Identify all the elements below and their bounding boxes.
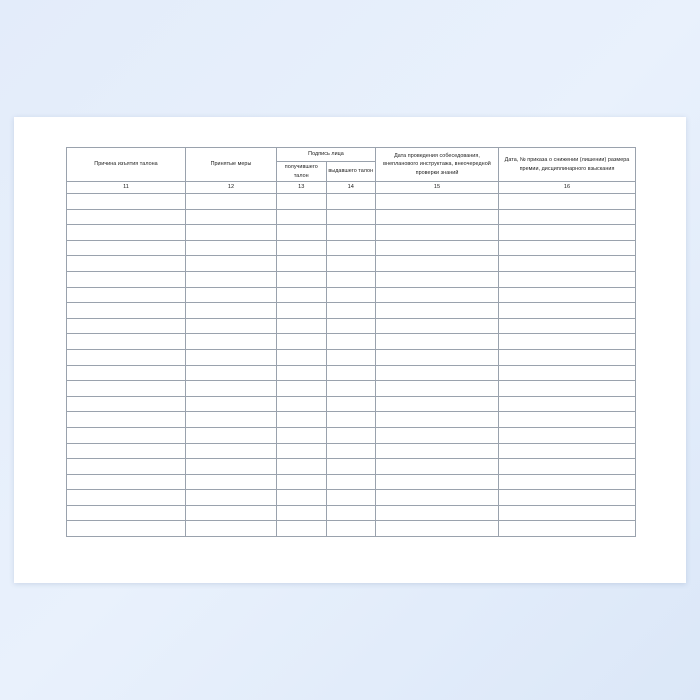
table-row[interactable] (67, 318, 636, 334)
table-cell[interactable] (67, 240, 186, 256)
table-cell[interactable] (499, 381, 636, 397)
table-cell[interactable] (376, 490, 499, 506)
table-cell[interactable] (499, 521, 636, 537)
table-cell[interactable] (186, 396, 277, 412)
table-header-row-groups (67, 148, 636, 162)
table-cell[interactable] (376, 225, 499, 241)
table-cell[interactable] (376, 443, 499, 459)
table-cell[interactable] (326, 225, 376, 241)
table-cell[interactable] (277, 396, 327, 412)
table-cell[interactable] (186, 505, 277, 521)
table-cell[interactable] (186, 240, 277, 256)
table-cell[interactable] (326, 271, 376, 287)
table-cell[interactable] (277, 521, 327, 537)
table-row[interactable] (67, 490, 636, 506)
table-cell[interactable] (67, 381, 186, 397)
table-row[interactable] (67, 443, 636, 459)
table-cell[interactable] (277, 490, 327, 506)
table-cell[interactable] (186, 287, 277, 303)
table-cell[interactable] (277, 505, 327, 521)
table-cell[interactable] (326, 209, 376, 225)
table-cell[interactable] (67, 396, 186, 412)
table-cell[interactable] (499, 474, 636, 490)
table-cell[interactable] (67, 443, 186, 459)
table-cell[interactable] (67, 209, 186, 225)
table-cell[interactable] (186, 256, 277, 272)
header-order-penalty: Дата, № приказа о снижении (лишении) размера премии, дисциплинарного взыскания (499, 148, 636, 182)
table-cell[interactable] (186, 521, 277, 537)
table-cell[interactable] (326, 365, 376, 381)
table-cell[interactable] (499, 271, 636, 287)
table-row[interactable] (67, 194, 636, 210)
table-cell[interactable] (186, 318, 277, 334)
table-area (66, 147, 636, 529)
table-cell[interactable] (326, 396, 376, 412)
table-cell[interactable] (67, 459, 186, 475)
table-cell[interactable] (277, 412, 327, 428)
table-cell[interactable] (277, 194, 327, 210)
table-cell[interactable] (326, 381, 376, 397)
table-cell[interactable] (326, 474, 376, 490)
column-number-15: 15 (376, 182, 499, 194)
column-number-13: 13 (277, 182, 327, 194)
table-column-numbers-row (67, 182, 636, 194)
table-row[interactable] (67, 474, 636, 490)
table-cell[interactable] (67, 365, 186, 381)
table-cell[interactable] (499, 396, 636, 412)
table-cell[interactable] (67, 521, 186, 537)
table-cell[interactable] (376, 209, 499, 225)
table-cell[interactable] (186, 412, 277, 428)
table-cell[interactable] (186, 427, 277, 443)
table-cell[interactable] (376, 365, 499, 381)
table-cell[interactable] (277, 225, 327, 241)
table-cell[interactable] (277, 459, 327, 475)
header-measures: Принятые меры (186, 148, 277, 182)
table-cell[interactable] (499, 443, 636, 459)
table-row[interactable] (67, 209, 636, 225)
table-cell[interactable] (499, 459, 636, 475)
table-cell[interactable] (376, 287, 499, 303)
table-row[interactable] (67, 225, 636, 241)
table-cell[interactable] (499, 256, 636, 272)
column-number-11: 11 (67, 182, 186, 194)
table-body (67, 194, 636, 537)
table-row[interactable] (67, 334, 636, 350)
table-cell[interactable] (499, 209, 636, 225)
table-cell[interactable] (186, 194, 277, 210)
table-cell[interactable] (499, 490, 636, 506)
table-cell[interactable] (326, 303, 376, 319)
table-cell[interactable] (277, 427, 327, 443)
table-cell[interactable] (67, 194, 186, 210)
table-cell[interactable] (277, 365, 327, 381)
table-cell[interactable] (376, 412, 499, 428)
table-cell[interactable] (277, 287, 327, 303)
table-row[interactable] (67, 521, 636, 537)
table-cell[interactable] (326, 349, 376, 365)
document-sheet (14, 117, 686, 583)
table-cell[interactable] (326, 443, 376, 459)
table-cell[interactable] (186, 365, 277, 381)
table-cell[interactable] (376, 194, 499, 210)
table-cell[interactable] (376, 396, 499, 412)
table-cell[interactable] (499, 303, 636, 319)
header-reason: Причина изъятия талона (67, 148, 186, 182)
table-cell[interactable] (277, 240, 327, 256)
table-cell[interactable] (376, 334, 499, 350)
table-cell[interactable] (326, 256, 376, 272)
header-signature-issuer: выдавшего талон (326, 162, 376, 182)
table-cell[interactable] (376, 521, 499, 537)
header-signature-group: Подпись лица (277, 148, 376, 162)
table-cell[interactable] (277, 443, 327, 459)
table-cell[interactable] (499, 427, 636, 443)
header-signature-receiver: получившего талон (277, 162, 327, 182)
table-cell[interactable] (499, 318, 636, 334)
table-cell[interactable] (67, 349, 186, 365)
table-cell[interactable] (67, 256, 186, 272)
table-cell[interactable] (67, 303, 186, 319)
table-row[interactable] (67, 505, 636, 521)
table-row[interactable] (67, 287, 636, 303)
table-header (67, 148, 636, 194)
table-cell[interactable] (499, 225, 636, 241)
table-cell[interactable] (499, 349, 636, 365)
column-number-14: 14 (326, 182, 376, 194)
table-cell[interactable] (67, 271, 186, 287)
column-number-12: 12 (186, 182, 277, 194)
table-cell[interactable] (186, 334, 277, 350)
table-cell[interactable] (376, 256, 499, 272)
table-cell[interactable] (499, 412, 636, 428)
table-row[interactable] (67, 349, 636, 365)
table-cell[interactable] (326, 194, 376, 210)
table-cell[interactable] (499, 334, 636, 350)
table-cell[interactable] (186, 459, 277, 475)
table-cell[interactable] (326, 240, 376, 256)
table-row[interactable] (67, 271, 636, 287)
table-cell[interactable] (67, 474, 186, 490)
table-cell[interactable] (326, 459, 376, 475)
table-cell[interactable] (186, 225, 277, 241)
table-cell[interactable] (376, 318, 499, 334)
table-cell[interactable] (277, 474, 327, 490)
table-cell[interactable] (67, 225, 186, 241)
log-table (66, 147, 636, 537)
table-cell[interactable] (186, 443, 277, 459)
table-cell[interactable] (277, 303, 327, 319)
table-cell[interactable] (67, 287, 186, 303)
table-cell[interactable] (326, 505, 376, 521)
table-cell[interactable] (277, 209, 327, 225)
table-cell[interactable] (67, 427, 186, 443)
table-cell[interactable] (326, 287, 376, 303)
table-cell[interactable] (277, 334, 327, 350)
table-row[interactable] (67, 459, 636, 475)
table-cell[interactable] (326, 412, 376, 428)
table-cell[interactable] (499, 287, 636, 303)
table-cell[interactable] (376, 474, 499, 490)
table-cell[interactable] (67, 412, 186, 428)
table-cell[interactable] (277, 381, 327, 397)
table-cell[interactable] (186, 209, 277, 225)
table-row[interactable] (67, 412, 636, 428)
header-briefing-date: Дата проведения собеседования, внепланового инструктажа, внеочередной проверки знаний (376, 148, 499, 182)
table-cell[interactable] (277, 271, 327, 287)
table-cell[interactable] (376, 240, 499, 256)
table-cell[interactable] (186, 381, 277, 397)
table-row[interactable] (67, 303, 636, 319)
table-cell[interactable] (326, 427, 376, 443)
table-cell[interactable] (376, 427, 499, 443)
table-cell[interactable] (499, 240, 636, 256)
table-cell[interactable] (376, 505, 499, 521)
table-row[interactable] (67, 427, 636, 443)
table-cell[interactable] (499, 194, 636, 210)
table-cell[interactable] (186, 303, 277, 319)
table-cell[interactable] (186, 271, 277, 287)
table-row[interactable] (67, 256, 636, 272)
table-cell[interactable] (326, 521, 376, 537)
table-cell[interactable] (67, 334, 186, 350)
table-cell[interactable] (499, 365, 636, 381)
table-cell[interactable] (376, 381, 499, 397)
column-number-16: 16 (499, 182, 636, 194)
table-row[interactable] (67, 240, 636, 256)
table-cell[interactable] (376, 349, 499, 365)
table-cell[interactable] (186, 490, 277, 506)
table-cell[interactable] (277, 349, 327, 365)
table-cell[interactable] (499, 505, 636, 521)
table-cell[interactable] (326, 490, 376, 506)
table-cell[interactable] (67, 490, 186, 506)
table-row[interactable] (67, 381, 636, 397)
table-row[interactable] (67, 396, 636, 412)
table-cell[interactable] (67, 505, 186, 521)
table-cell[interactable] (376, 459, 499, 475)
table-cell[interactable] (67, 318, 186, 334)
table-cell[interactable] (326, 318, 376, 334)
table-cell[interactable] (376, 303, 499, 319)
table-cell[interactable] (186, 349, 277, 365)
table-cell[interactable] (186, 474, 277, 490)
table-cell[interactable] (326, 334, 376, 350)
table-row[interactable] (67, 365, 636, 381)
table-cell[interactable] (277, 318, 327, 334)
table-cell[interactable] (277, 256, 327, 272)
table-cell[interactable] (376, 271, 499, 287)
